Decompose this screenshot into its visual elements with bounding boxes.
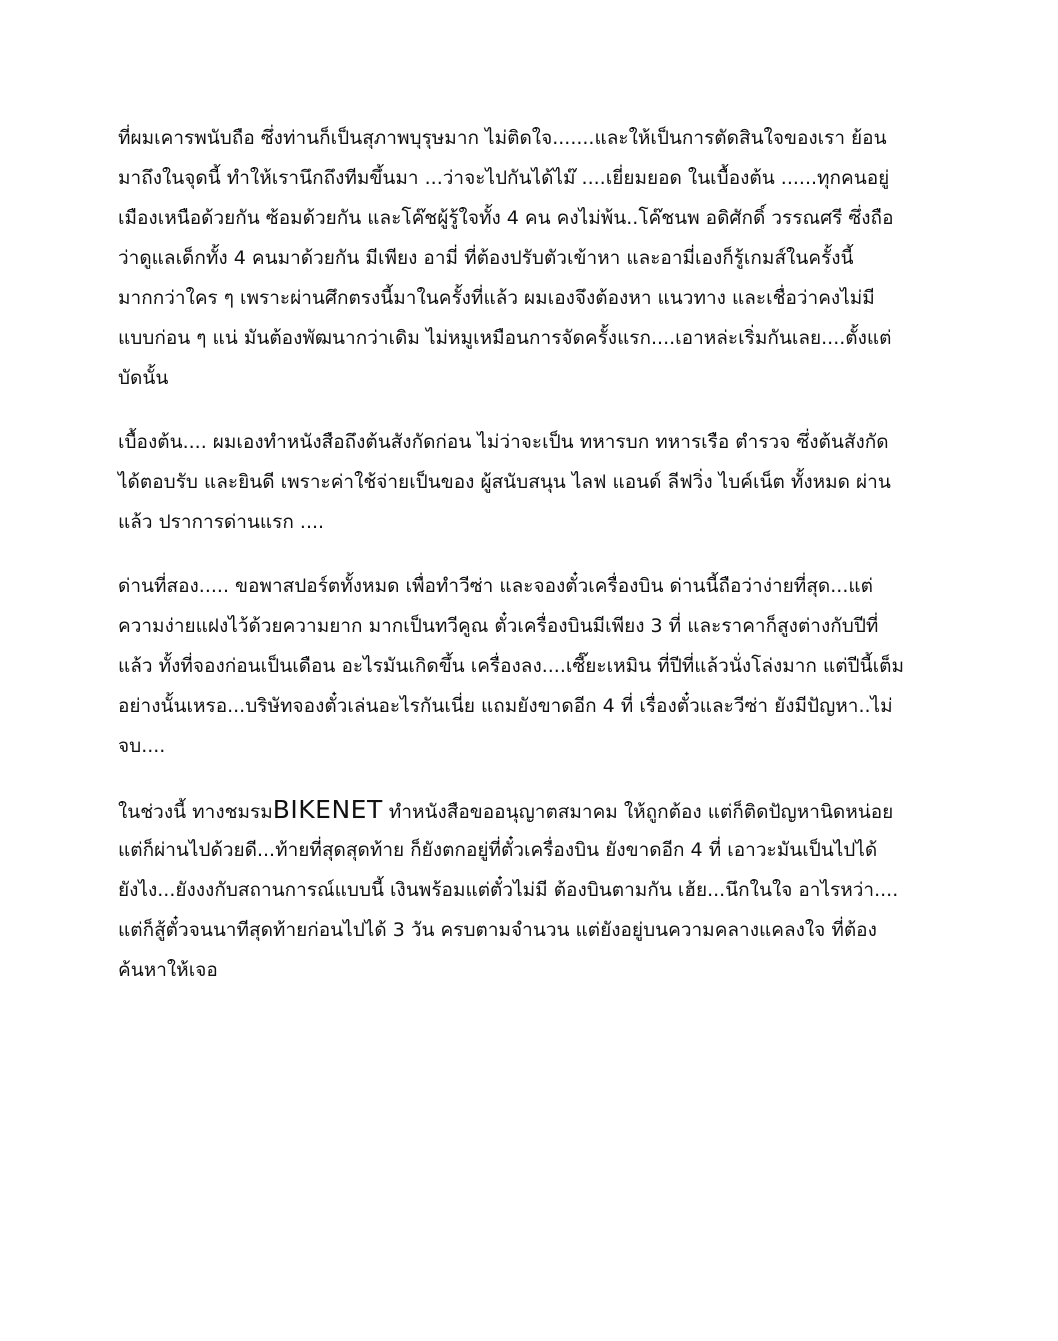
text-line: เมืองเหนือด้วยกัน ซ้อมด้วยกัน และโค๊ชผู้รู้ใจทั้ง 4 คน คงไม่พ้น..โค๊ชนพ อดิศักดิ์ วรรณศรี ซึ่งถือ [118, 207, 894, 229]
text-line: มาถึงในจุดนี้ ทำให้เรานึกถึงทีมขึ้นมา ...ว่าจะไปกันได้ไม๊ ....เยี่ยมยอด ในเบื้องต้น ......ทุกคนอยู่ [118, 167, 890, 189]
text-line: แต่ก็สู้ตั๋วจนนาทีสุดท้ายก่อนไปได้ 3 วัน ครบตามจำนวน แต่ยังอยู่บนความคลางแคลงใจ ที่ต้อง [118, 919, 877, 941]
brand-name: BIKENET [272, 795, 383, 824]
text-line: ที่ผมเคารพนับถือ ซึ่งท่านก็เป็นสุภาพบุรุษมาก ไม่ติดใจ.......และให้เป็นการตัดสินใจของเรา ย้อน [118, 127, 887, 149]
text-line: แล้ว ทั้งที่จองก่อนเป็นเดือน อะไรมันเกิดขึ้น เครื่องลง....เซี๊ยะเหมิน ที่ปีที่แล้วนั่งโล่งมาก แต่ปีนี้เต็ม [118, 655, 904, 677]
paragraph-3 [118, 566, 940, 766]
text-segment: ทำหนังสือขออนุญาตสมาคม ให้ถูกต้อง แต่ก็ติดปัญหานิดหน่อย [382, 801, 894, 823]
text-line: แบบก่อน ๆ แน่ มันต้องพัฒนากว่าเดิม ไม่หมูเหมือนการจัดครั้งแรก....เอาหล่ะเริ่มกันเลย....ตั้งแต่ [118, 327, 892, 349]
text-line: แต่ก็ผ่านไปด้วยดี...ท้ายที่สุดสุดท้าย ก็ยังตกอยู่ที่ตั๋วเครื่องบิน ยังขาดอีก 4 ที่ เอาวะมันเป็นไปได้ [118, 839, 878, 861]
text-line [118, 790, 940, 830]
document-page [118, 118, 940, 1014]
paragraph-1 [118, 118, 940, 398]
text-line: ค้นหาให้เจอ [118, 959, 218, 981]
text-line: จบ.... [118, 735, 166, 757]
paragraph-2 [118, 422, 940, 542]
text-line: มากกว่าใคร ๆ เพราะผ่านศึกตรงนี้มาในครั้งที่แล้ว ผมเองจึงต้องหา แนวทาง และเชื่อว่าคงไม่มี [118, 287, 875, 309]
text-line: ด่านที่สอง..... ขอพาสปอร์ตทั้งหมด เพื่อทำวีซ่า และจองตั๋วเครื่องบิน ด่านนี้ถือว่าง่ายที่สุด...แต่ [118, 575, 873, 597]
text-segment: ในช่วงนี้ ทางชมรม [118, 801, 273, 823]
text-line: ยังไง...ยังงงกับสถานการณ์แบบนี้ เงินพร้อมแต่ตั๋วไม่มี ต้องบินตามกัน เฮ้ย...นึกในใจ อาไรหว่า.... [118, 879, 899, 901]
text-line: บัดนั้น [118, 367, 169, 389]
text-line: ความง่ายแฝงไว้ด้วยความยาก มากเป็นทวีคูณ ตั๋วเครื่องบินมีเพียง 3 ที่ และราคาก็สูงต่างกับปีที่ [118, 615, 879, 637]
text-line: เบื้องต้น.... ผมเองทำหนังสือถึงต้นสังกัดก่อน ไม่ว่าจะเป็น ทหารบก ทหารเรือ ตำรวจ ซึ่งต้นสังกัด [118, 431, 889, 453]
text-line: ได้ตอบรับ และยินดี เพราะค่าใช้จ่ายเป็นของ ผู้สนับสนุน ไลฟ แอนด์ ลีฟวิ่ง ไบค์เน็ต ทั้งหมด ผ่าน [118, 471, 891, 493]
paragraph-4 [118, 790, 940, 990]
text-line: อย่างนั้นเหรอ...บริษัทจองตั๋วเล่นอะไรกันเนี่ย แถมยังขาดอีก 4 ที่ เรื่องตั๋วและวีซ่า ยังมีปัญหา..ไม่ [118, 695, 893, 717]
text-line: แล้ว ปราการด่านแรก .... [118, 511, 325, 533]
text-line: ว่าดูแลเด็กทั้ง 4 คนมาด้วยกัน มีเพียง อามี่ ที่ต้องปรับตัวเข้าหา และอามี่เองก็รู้เกมส์ในครั้งนี้ [118, 247, 854, 269]
